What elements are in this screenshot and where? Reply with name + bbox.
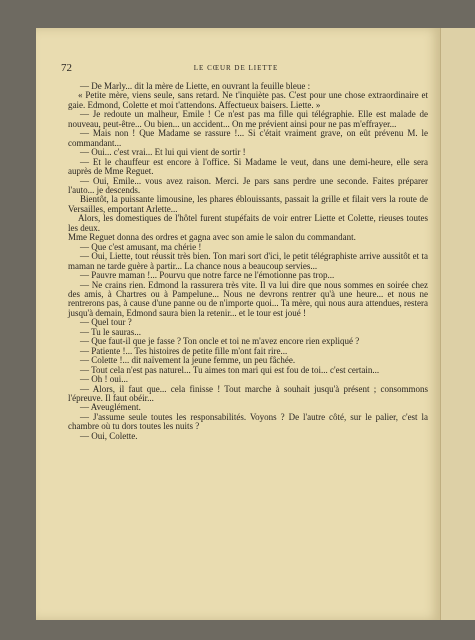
paragraph: — De Marly... dit la mère de Liette, en ouvrant la feuille bleue : [80, 81, 311, 91]
paragraph: — Mais non ! Que Madame se rassure !... Si c'était vraiment grave, on eût prévenu M. le commandant... [68, 128, 428, 148]
paragraph: — Pauvre maman !... Pourvu que notre farce ne l'émotionne pas trop... [80, 270, 335, 281]
paragraph: — Aveuglément. [80, 402, 141, 413]
paragraph: — Je redoute un malheur, Emile ! Ce n'est pas ma fille qui télégraphie. Elle est malade de nouveau, peut-être... Ou bien... un accident... On me prévient ainsi pour ne pas m'effrayer... [68, 109, 428, 129]
paragraph: — J'assume seule toutes les responsabilités. Voyons ? De l'autre côté, sur le palier, c'est la chambre où tu dors toutes les nuits ? [68, 411, 428, 432]
facing-page-edge [440, 28, 475, 620]
paragraph: — Oh ! oui... [80, 374, 128, 385]
paragraph: — Oui... c'est vrai... Et lui qui vient de sortir ! [80, 147, 246, 158]
paragraph: — Que faut-il que je fasse ? Ton oncle et toi ne m'avez encore rien expliqué ? [80, 336, 360, 347]
page-header [61, 62, 411, 76]
paragraph: « Petite mère, viens seule, sans retard. Ne t'inquiète pas. C'est pour une chose extraordinaire et gaie. Edmond, Colette et moi t'attendons. Affectueux baisers. Liette. » [68, 90, 428, 110]
paragraph: — Oui, Emile... vous avez raison. Merci. Je pars sans perdre une seconde. Faites préparer l'auto... je descends. [68, 175, 428, 195]
paragraph: — Tu le sauras... [80, 326, 142, 337]
running-title: LE CŒUR DE LIETTE [193, 64, 279, 72]
paragraph: — Quel tour ? [80, 317, 132, 328]
paragraph: — Oui, Liette, tout réussit très bien. Ton mari sort d'ici, le petit télégraphiste arrive aussitôt et ta maman ne tarde guère à partir... La chance nous a beaucoup servies... [68, 251, 428, 271]
paragraph: Alors, les domestiques de l'hôtel furent stupéfaits de voir entrer Liette et Colette, rieuses toutes les deux. [68, 213, 428, 233]
facing-page-bleed-text [441, 28, 475, 104]
paragraph: — Patiente !... Tes histoires de petite fille m'ont fait rire... [80, 345, 288, 356]
body-text [68, 82, 428, 441]
paragraph: — Colette !... dit naïvement la jeune femme, un peu fâchée. [80, 355, 296, 366]
paragraph: — Que c'est amusant, ma chérie ! [80, 241, 202, 252]
page-number: 72 [61, 62, 72, 74]
paragraph: — Ne crains rien. Edmond la rassurera très vite. Il va lui dire que nous sommes en soirée chez des amis, à Chartres ou à Pampelune... Nous ne devrons rentrer qu'à une heure... et nous ne rentrerons pas, à cause d'une panne ou de n'importe quoi... Ta mère, qui nous aura attendues, restera jusqu'à demain, Edmond saura bien la retenir... et le tour est joué ! [68, 279, 428, 318]
paragraph: — Alors, il faut que... cela finisse ! Tout marche à souhait jusqu'à présent ; consommons l'épreuve. Il faut obéir... [68, 383, 428, 403]
paragraph: Bientôt, la puissante limousine, les phares éblouissants, passait la grille et filait vers la route de Versailles, emportant Arlette... [68, 194, 428, 214]
paragraph: — Oui, Colette. [80, 430, 138, 441]
paragraph: Mme Reguet donna des ordres et gagna avec son amie le salon du commandant. [68, 232, 356, 243]
paragraph: — Tout cela n'est pas naturel... Tu aimes ton mari qui est fou de toi... c'est certain... [80, 364, 380, 375]
paragraph: — Et le chauffeur est encore à l'office. Si Madame le veut, dans une demi-heure, elle sera auprès de Mme Reguet. [68, 156, 428, 177]
